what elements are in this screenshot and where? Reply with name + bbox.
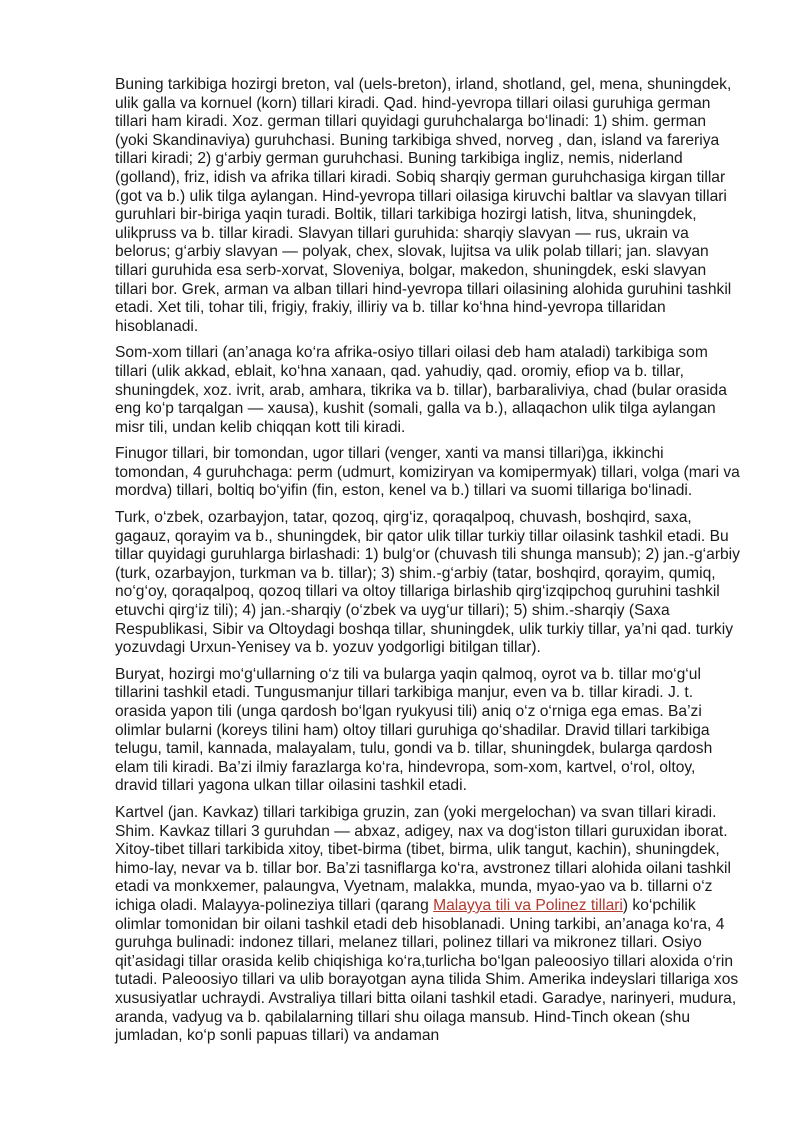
paragraph-finno-ugric: Finugor tillari, bir tomondan, ugor tillari (venger, xanti va mansi tillari)ga, ikkinchi tomondan, 4 guruhchaga: perm (udmurt, komiziryan va komipermyak) tillari, volga (mari va mordva) tillari, boltiq bo‘yifin (fin, eston, kenel va b.) tillari va suomi tillariga bo‘linadi.: [115, 445, 740, 500]
paragraph-mongolic-dravidian: Buryat, hozirgi mo‘g‘ullarning o‘z tili va bularga yaqin qalmoq, oyrot va b. tillar mo‘g‘ul tillarini tashkil etadi. Tungusmanjur tillari tarkibiga manjur, even va b. tillar kiradi. J. t. orasida yapon tili (unga qardosh bo‘lgan ryukyusi tili) aniq o‘z o‘rniga ega emas. Ba’zi olimlar bularni (koreys tilini ham) oltoy tillari guruhiga qo‘shadilar. Dravid tillari tarkibiga telugu, tamil, kannada, malayalam, tulu, gondi va b. tillar, shuningdek, bularga qardosh elam tili kiradi. Ba’zi ilmiy farazlarga ko‘ra, hindevropa, som-xom, kartvel, o‘rol, oltoy, dravid tillari yagona ulkan tillar oilasini tashkil etadi.: [115, 665, 713, 795]
document-page: [115, 76, 740, 1054]
malayya-polinez-link[interactable]: Malayya tili va Polinez tillari: [433, 896, 623, 914]
paragraph-text-after-link: ) ko‘pchilik olimlar tomonidan bir oilani tashkil etadi deb hisoblanadi. Uning tarkibi, an’anaga ko‘ra, 4 guruhga bulinadi: indonez tillari, melanez tillari, polinez tillari va mikronez tillari. Osiyo qit’asidagi tillar orasida kelib chiqishiga ko‘ra,turlicha bo‘lgan paleoosiyo tillari aloxida o‘rin tutadi. Paleoosiyo tillari va ulib borayotgan ayna tilida Shim. Amerika indeyslari tillariga xos xususiyatlar uchraydi. Avstraliya tillari bitta oilani tashkil etadi. Garadye, narinyeri, mudura, aranda, vadyug va b. qabilalarning tillari shu oilaga mansub. Hind-Tinch okean (shu jumladan, ko‘p sonli papuas tillari) va andaman: [115, 896, 739, 1045]
paragraph-turkic: Turk, o‘zbek, ozarbayjon, tatar, qozoq, qirg‘iz, qoraqalpoq, chuvash, boshqird, saxa, gagauz, qorayim va b., shuningdek, bir qator ulik tillar turkiy tillar oilasink tashkil etadi. Bu tillar quyidagi guruhlarga birlashadi: 1) bulg‘or (chuvash tili shunga mansub); 2) jan.-g‘arbiy (turk, ozarbayjon, turkman va b. tillar); 3) shim.-g‘arbiy (tatar, boshqird, qorayim, qumiq, no‘g‘oy, qoraqalpoq, qozoq tillari va oltoy tillariga birlashib qirg‘izqipchoq guruhini tashkil etuvchi qirg‘iz tili); 4) jan.-sharqiy (o‘zbek va uyg‘ur tillari); 5) shim.-sharqiy (Saxa Respublikasi, Sibir va Oltoydagi boshqa tillar, shuningdek, ulik turkiy tillar, ya’ni qad. turkiy yozuvdagi Urxun-Yenisey va b. yozuv yodgorligi bitilgan tillar).: [115, 509, 740, 657]
paragraph-semitic-hamitic: Som-xom tillari (an’anaga ko‘ra afrika-osiyo tillari oilasi deb ham ataladi) tarkibiga som tillari (ulik akkad, eblait, ko‘hna xanaan, qad. yahudiy, qad. oromiy, efiop va b. tillar, shuningdek, xoz. ivrit, arab, amhara, tikrika va b. tillar), barbaraliviya, chad (bular orasida eng ko‘p tarqalgan — xausa), kushit (somali, galla va b.), allaqachon ulik tilga aylangan misr tili, undan kelib chiqqan kott tili kiradi.: [115, 344, 727, 436]
paragraph-kartvelian-austronesian: [115, 804, 740, 1046]
paragraph-celtic-germanic-slavic: Buning tarkibiga hozirgi breton, val (uels-breton), irland, shotland, gel, mena, shuningdek, ulik galla va kornuel (korn) tillari kiradi. Qad. hind-yevropa tillari oilasi guruhiga german tillari ham kiradi. Xoz. german tillari quyidagi guruhchalarga bo‘linadi: 1) shim. german (yoki Skandinaviya) guruhchasi. Buning tarkibiga shved, norveg , dan, island va fareriya tillari kiradi; 2) g‘arbiy german guruhchasi. Buning tarkibiga ingliz, nemis, niderland (golland), friz, idish va afrika tillari kiradi. Sobiq sharqiy german guruhchasiga kirgan tillar (got va b.) ulik tilga aylangan. Hind-yevropa tillari oilasiga kiruvchi baltlar va slavyan tillari guruhlari bir-biriga yaqin turadi. Boltik, tillari tarkibiga hozirgi latish, litva, shuningdek, ulikpruss va b. tillar kiradi. Slavyan tillari guruhida: sharqiy slavyan — rus, ukrain va belorus; g‘arbiy slavyan — polyak, chex, slovak, lujitsa va ulik polab tillari; jan. slavyan tillari guruhida esa serb-xorvat, Sloveniya, bolgar, makedon, shuningdek, eski slavyan tillari bor. Grek, arman va alban tillari hind-yevropa tillari oilasining alohida guruhini tashkil etadi. Xet tili, tohar tili, frigiy, frakiy, illiriy va b. tillar ko‘hna hind-yevropa tillaridan hisoblanadi.: [115, 76, 732, 335]
paragraph-text-before-link: Kartvel (jan. Kavkaz) tillari tarkibiga gruzin, zan (yoki mergelochan) va svan tillari kiradi. Shim. Kavkaz tillari 3 guruhdan — abxaz, adigey, nax va dog‘iston tillari guruxidan iborat. Xitoy-tibet tillari tarkibida xitoy, tibet-birma (tibet, birma, ulik tangut, kachin), shuningdek, himo-lay, nevar va b. tillar bor. Ba’zi tasniflarga ko‘ra, avstronez tillari alohida oilani tashkil etadi va monkxemer, palaungva, Vyetnam, malakka, munda, myao-yao va b. tillarni o‘z ichiga oladi. Malayya-polineziya tillari (qarang: [115, 803, 731, 914]
